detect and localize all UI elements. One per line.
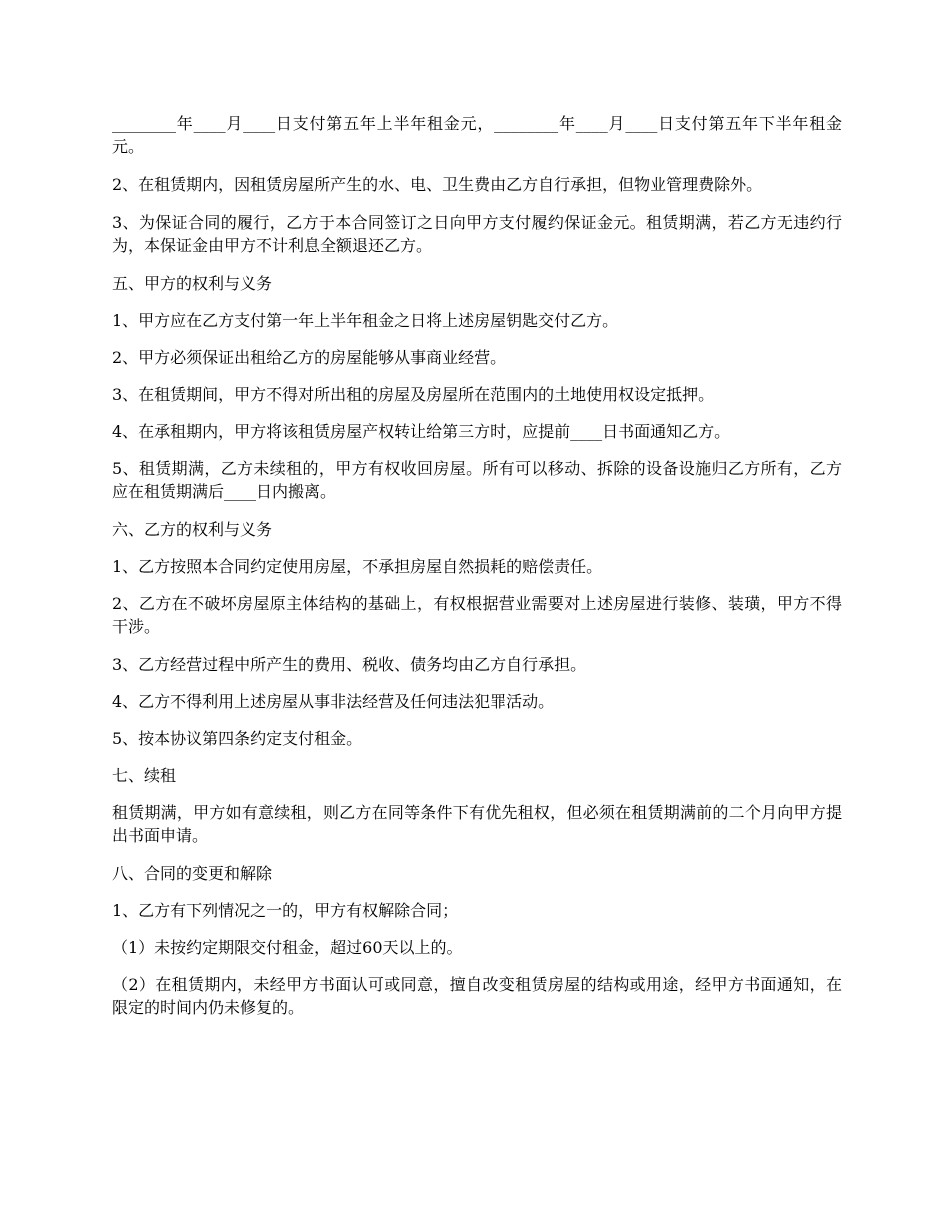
termination-clause-1: 1、乙方有下列情况之一的，甲方有权解除合同； (112, 901, 459, 920)
document-body (112, 112, 842, 1034)
renewal-clause: 租赁期满，甲方如有意续租，则乙方在同等条件下有优先租权，但必须在租赁期满前的二个月向甲方提出书面申请。 (112, 803, 842, 845)
payment-schedule-paragraph: ________年____月____日支付第五年上半年租金元，________年____月____日支付第五年下半年租金元。 (112, 114, 842, 156)
lessee-clause-5: 5、按本协议第四条约定支付租金。 (112, 729, 363, 748)
termination-item-1: （1）未按约定期限交付租金，超过60天以上的。 (112, 938, 463, 957)
lessor-clause-1: 1、甲方应在乙方支付第一年上半年租金之日将上述房屋钥匙交付乙方。 (112, 311, 619, 330)
lessor-clause-4: 4、在承租期内，甲方将该租赁房屋产权转让给第三方时，应提前____日书面通知乙方。 (112, 422, 731, 441)
section-heading-lessor-rights: 五、甲方的权利与义务 (112, 274, 273, 293)
lessee-clause-3: 3、乙方经营过程中所产生的费用、税收、债务均由乙方自行承担。 (112, 655, 587, 674)
section-heading-lessee-rights: 六、乙方的权利与义务 (112, 520, 273, 539)
lessor-clause-2: 2、甲方必须保证出租给乙方的房屋能够从事商业经营。 (112, 348, 507, 367)
lessee-clause-1: 1、乙方按照本合同约定使用房屋，不承担房屋自然损耗的赔偿责任。 (112, 557, 603, 576)
section-heading-renewal: 七、续租 (112, 766, 177, 785)
lessee-clause-4: 4、乙方不得利用上述房屋从事非法经营及任何违法犯罪活动。 (112, 692, 555, 711)
section-heading-termination: 八、合同的变更和解除 (112, 864, 273, 883)
termination-item-2: （2）在租赁期内，未经甲方书面认可或同意，擅自改变租赁房屋的结构或用途，经甲方书面通知，在限定的时间内仍未修复的。 (112, 975, 842, 1017)
deposit-clause: 3、为保证合同的履行，乙方于本合同签订之日向甲方支付履约保证金元。租赁期满，若乙方无违约行为，本保证金由甲方不计利息全额退还乙方。 (112, 213, 842, 255)
lessor-clause-3: 3、在租赁期间，甲方不得对所出租的房屋及房屋所在范围内的土地使用权设定抵押。 (112, 385, 715, 404)
utilities-clause: 2、在租赁期内，因租赁房屋所产生的水、电、卫生费由乙方自行承担，但物业管理费除外。 (112, 175, 763, 194)
lessee-clause-2: 2、乙方在不破坏房屋原主体结构的基础上，有权根据营业需要对上述房屋进行装修、装璜，甲方不得干涉。 (112, 594, 842, 636)
lessor-clause-5: 5、租赁期满，乙方未续租的，甲方有权收回房屋。所有可以移动、拆除的设备设施归乙方所有，乙方应在租赁期满后____日内搬离。 (112, 459, 842, 501)
